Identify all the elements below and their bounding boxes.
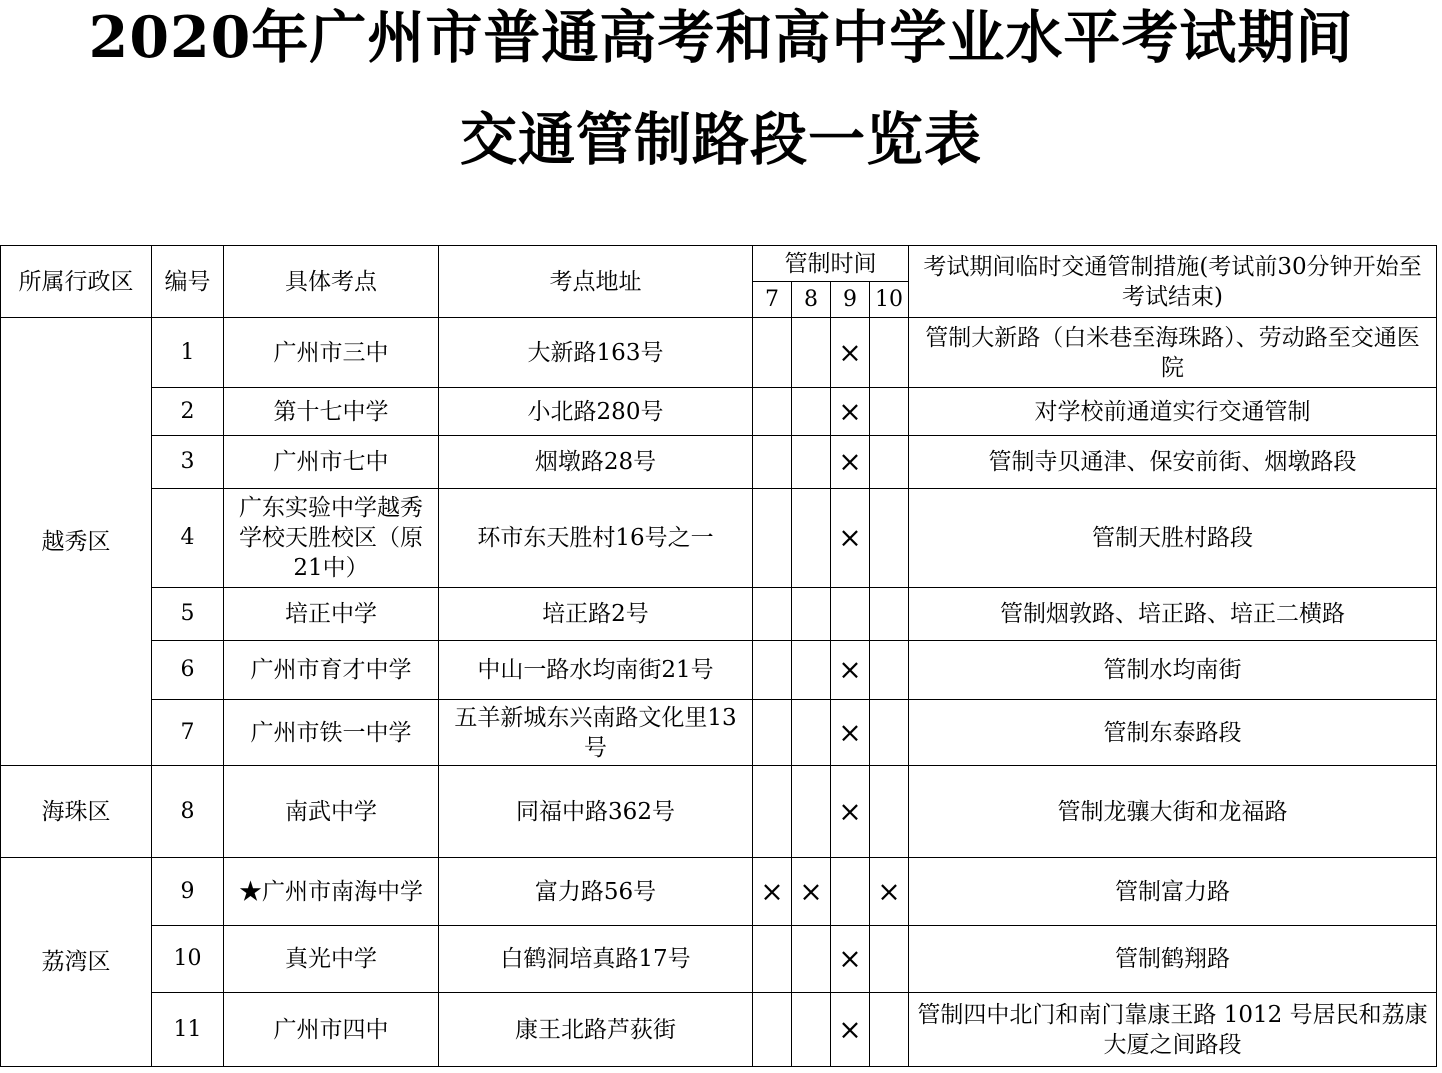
header-school: 具体考点 [224, 246, 439, 318]
header-day-8: 8 [792, 282, 831, 318]
day-10-cell [870, 926, 909, 993]
address-cell: 小北路280号 [439, 388, 753, 436]
day-7-cell [753, 641, 792, 700]
school-cell: ★广州市南海中学 [224, 858, 439, 926]
address-cell: 白鹤洞培真路17号 [439, 926, 753, 993]
district-cell: 越秀区 [1, 318, 152, 766]
row-number: 2 [152, 388, 224, 436]
day-7-cell [753, 700, 792, 766]
row-number: 8 [152, 766, 224, 858]
day-9-cell: × [831, 388, 870, 436]
header-day-10: 10 [870, 282, 909, 318]
day-9-cell: × [831, 926, 870, 993]
measure-cell: 管制龙骧大街和龙福路 [909, 766, 1437, 858]
address-cell: 富力路56号 [439, 858, 753, 926]
day-9-cell [831, 858, 870, 926]
table-row [1, 436, 1437, 489]
header-number: 编号 [152, 246, 224, 318]
day-9-cell [831, 588, 870, 641]
school-cell: 南武中学 [224, 766, 439, 858]
row-number: 5 [152, 588, 224, 641]
day-10-cell [870, 993, 909, 1067]
day-7-cell [753, 926, 792, 993]
measure-cell: 管制天胜村路段 [909, 489, 1437, 588]
measure-cell: 管制东泰路段 [909, 700, 1437, 766]
day-9-cell: × [831, 641, 870, 700]
day-7-cell [753, 388, 792, 436]
school-cell: 广州市铁一中学 [224, 700, 439, 766]
measure-cell: 管制水均南街 [909, 641, 1437, 700]
day-7-cell [753, 766, 792, 858]
day-10-cell [870, 588, 909, 641]
day-9-cell: × [831, 766, 870, 858]
day-10-cell [870, 388, 909, 436]
day-7-cell [753, 588, 792, 641]
day-9-cell: × [831, 700, 870, 766]
header-measures: 考试期间临时交通管制措施(考试前30分钟开始至考试结束) [909, 246, 1437, 318]
day-8-cell [792, 588, 831, 641]
day-7-cell [753, 489, 792, 588]
school-cell: 广州市育才中学 [224, 641, 439, 700]
day-8-cell [792, 489, 831, 588]
table-row [1, 489, 1437, 588]
school-cell: 广州市四中 [224, 993, 439, 1067]
day-7-cell [753, 993, 792, 1067]
table-row [1, 926, 1437, 993]
school-cell: 真光中学 [224, 926, 439, 993]
table-row [1, 388, 1437, 436]
header-day-7: 7 [753, 282, 792, 318]
day-8-cell [792, 436, 831, 489]
address-cell: 烟墩路28号 [439, 436, 753, 489]
day-7-cell [753, 436, 792, 489]
table-row [1, 766, 1437, 858]
row-number: 1 [152, 318, 224, 388]
day-8-cell [792, 766, 831, 858]
day-9-cell: × [831, 489, 870, 588]
header-control-time: 管制时间 [753, 246, 909, 282]
day-10-cell [870, 436, 909, 489]
table-row [1, 993, 1437, 1067]
row-number: 9 [152, 858, 224, 926]
address-cell: 五羊新城东兴南路文化里13号 [439, 700, 753, 766]
day-10-cell [870, 766, 909, 858]
school-cell: 广州市七中 [224, 436, 439, 489]
measure-cell: 管制大新路（白米巷至海珠路）、劳动路至交通医院 [909, 318, 1437, 388]
header-district: 所属行政区 [1, 246, 152, 318]
day-7-cell [753, 318, 792, 388]
title-line-2: 交通管制路段一览表 [460, 106, 982, 173]
day-8-cell [792, 388, 831, 436]
day-7-cell: × [753, 858, 792, 926]
address-cell: 同福中路362号 [439, 766, 753, 858]
day-10-cell [870, 641, 909, 700]
day-8-cell [792, 926, 831, 993]
day-10-cell [870, 489, 909, 588]
day-10-cell [870, 318, 909, 388]
traffic-control-table [0, 245, 1437, 1067]
day-9-cell: × [831, 993, 870, 1067]
row-number: 3 [152, 436, 224, 489]
day-8-cell: × [792, 858, 831, 926]
row-number: 11 [152, 993, 224, 1067]
measure-cell: 管制烟敦路、培正路、培正二横路 [909, 588, 1437, 641]
address-cell: 中山一路水均南街21号 [439, 641, 753, 700]
row-number: 10 [152, 926, 224, 993]
document-title [0, 6, 1442, 172]
measure-cell: 管制寺贝通津、保安前街、烟墩路段 [909, 436, 1437, 489]
day-10-cell [870, 700, 909, 766]
address-cell: 培正路2号 [439, 588, 753, 641]
address-cell: 环市东天胜村16号之一 [439, 489, 753, 588]
header-address: 考点地址 [439, 246, 753, 318]
address-cell: 大新路163号 [439, 318, 753, 388]
measure-cell: 管制四中北门和南门靠康王路 1012 号居民和荔康大厦之间路段 [909, 993, 1437, 1067]
measure-cell: 对学校前通道实行交通管制 [909, 388, 1437, 436]
day-9-cell: × [831, 436, 870, 489]
day-9-cell: × [831, 318, 870, 388]
table-row [1, 588, 1437, 641]
day-8-cell [792, 700, 831, 766]
school-cell: 广州市三中 [224, 318, 439, 388]
measure-cell: 管制鹤翔路 [909, 926, 1437, 993]
title-line-1: 2020年广州市普通高考和高中学业水平考试期间 [88, 4, 1354, 71]
day-10-cell: × [870, 858, 909, 926]
measure-cell: 管制富力路 [909, 858, 1437, 926]
district-cell: 荔湾区 [1, 858, 152, 1067]
day-8-cell [792, 993, 831, 1067]
school-cell: 培正中学 [224, 588, 439, 641]
row-number: 6 [152, 641, 224, 700]
district-cell: 海珠区 [1, 766, 152, 858]
row-number: 4 [152, 489, 224, 588]
table-row [1, 318, 1437, 388]
school-cell: 广东实验中学越秀学校天胜校区（原21中） [224, 489, 439, 588]
day-8-cell [792, 641, 831, 700]
day-8-cell [792, 318, 831, 388]
table-row [1, 700, 1437, 766]
table-row [1, 858, 1437, 926]
table-row [1, 641, 1437, 700]
school-cell: 第十七中学 [224, 388, 439, 436]
row-number: 7 [152, 700, 224, 766]
header-day-9: 9 [831, 282, 870, 318]
address-cell: 康王北路芦荻街 [439, 993, 753, 1067]
